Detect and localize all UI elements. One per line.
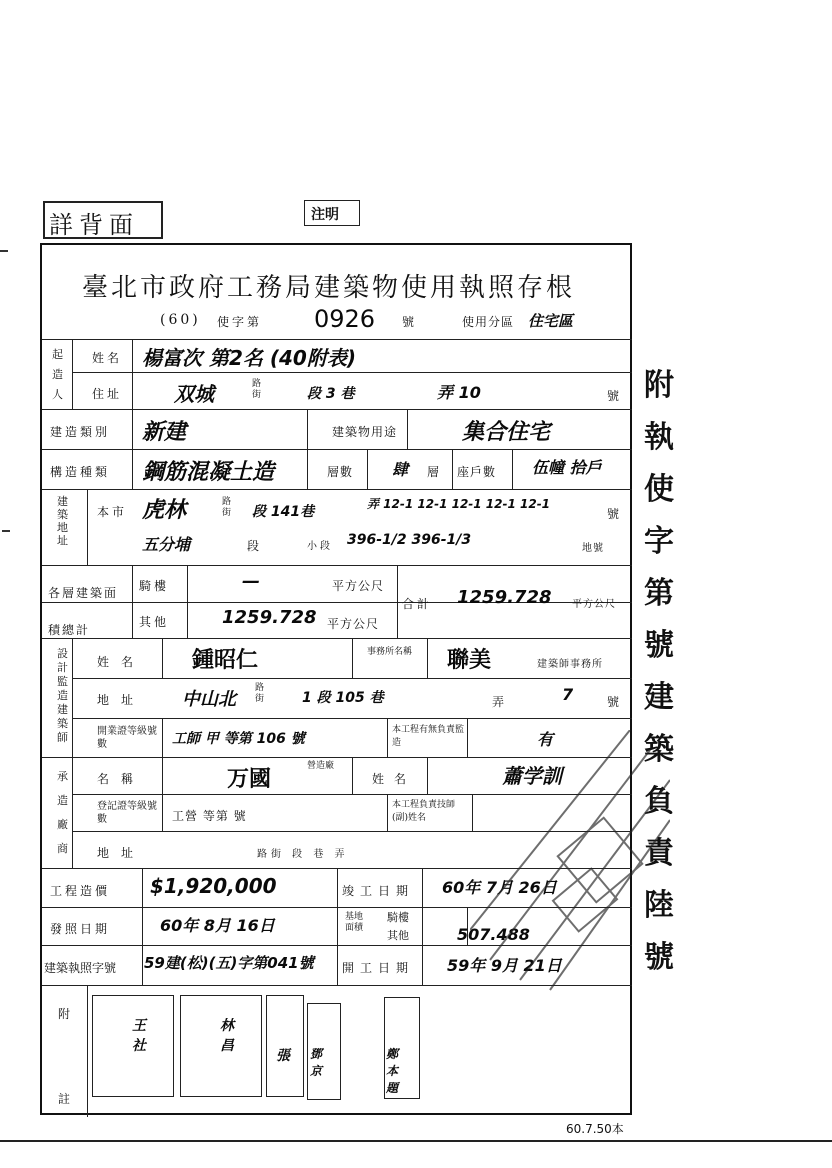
permit-suffix: 號 <box>402 315 418 329</box>
other-label: 其他 <box>139 615 170 629</box>
arcade-value: — <box>242 571 260 592</box>
rule <box>87 985 88 1117</box>
rule <box>387 794 388 831</box>
floors-value: 肆 <box>392 460 409 479</box>
rule <box>397 565 398 638</box>
contractor-name-label: 名稱 <box>97 772 146 786</box>
architect-name-value: 鍾昭仁 <box>192 648 259 673</box>
total-unit: 平方公尺 <box>572 599 616 610</box>
site-nos-suffix: 號 <box>607 507 623 521</box>
total-label: 合計 <box>402 597 433 611</box>
back-side-box <box>43 201 163 239</box>
rule <box>422 868 423 985</box>
architect-address-label: 地址 <box>97 693 146 707</box>
permit-year: (60) <box>160 312 201 328</box>
margin-mark <box>0 250 8 252</box>
rule <box>42 449 632 450</box>
other-unit: 平方公尺 <box>327 617 380 631</box>
architect-no-suffix: 號 <box>607 695 623 709</box>
site-area-label: 基地面積 <box>345 912 364 933</box>
applicant-name-label: 姓名 <box>92 351 123 365</box>
site-lots-suffix: 地號 <box>582 543 604 554</box>
architect-alley: 弄 <box>492 695 508 709</box>
structure-label: 構造種類 <box>50 465 111 479</box>
architect-address-section: 1 段 105 巷 <box>302 690 384 706</box>
architect-address-road: 中山北 <box>182 689 236 710</box>
rule <box>87 489 88 565</box>
rule <box>427 757 428 794</box>
back-side-label: 詳背面 <box>49 211 139 239</box>
rule <box>162 718 163 758</box>
units-label: 座戶數 <box>457 465 497 479</box>
arcade-unit: 平方公尺 <box>332 579 385 593</box>
rule <box>407 409 408 449</box>
zone-value: 住宅區 <box>528 312 574 330</box>
rule <box>162 638 163 678</box>
issue-value: 60年 8月 16日 <box>160 916 275 935</box>
supervise-label: 本工程有無負責監造 <box>392 725 465 748</box>
tech-label: 本工程負責技師(副)姓名 <box>392 800 456 823</box>
rule <box>180 995 181 1095</box>
applicant-address-label: 住址 <box>92 387 123 401</box>
form-title: 臺北市政府工務局建築物使用執照存根 <box>82 273 576 303</box>
start-value: 59年 9月 21日 <box>447 956 562 975</box>
top-stamp <box>304 200 360 226</box>
site-section-label: 建築地址 <box>57 495 68 547</box>
contractor-name-value: 万國 <box>227 767 272 792</box>
license-label: 建築執照字號 <box>44 961 117 975</box>
rule <box>162 794 163 831</box>
floors-label: 層數 <box>327 465 354 479</box>
contractor-reg-value: 工營 等第 號 <box>172 809 247 823</box>
architect-reg-label: 開業證等級號數 <box>97 726 157 750</box>
site-district-value: 五分埔 <box>142 535 191 554</box>
applicant-address-section: 段 3 巷 <box>307 386 355 402</box>
contractor-name-suffix: 營造廠 <box>307 761 335 771</box>
margin-mark <box>0 1140 832 1142</box>
right-edge-text: 附 執 使 字 第 號 建 築 負 責 陸 號 <box>644 368 674 975</box>
zone-label: 使用分區 <box>462 315 515 329</box>
architect-no: 7 <box>562 685 574 704</box>
site-nos-value: 弄 12-1 12-1 12-1 12-1 12-1 <box>367 497 551 511</box>
license-value: 59建(松)(五)字第041號 <box>144 954 314 972</box>
rule <box>162 757 163 794</box>
applicant-section-label: 起造人 <box>52 348 63 401</box>
rule <box>187 565 188 638</box>
stamp-name-2: 林昌 <box>220 1018 234 1054</box>
rule <box>132 339 133 409</box>
category-label: 建造類別 <box>50 425 111 439</box>
total-value: 1259.728 <box>457 587 552 608</box>
floors-unit: 層 <box>427 465 443 479</box>
margin-mark <box>2 530 10 532</box>
use-label: 建築物用途 <box>332 425 398 439</box>
contractor-reg-label: 登記證等級號數 <box>97 801 157 825</box>
rule <box>367 449 368 489</box>
rule <box>72 372 632 373</box>
office-label: 事務所名稱 <box>367 647 413 657</box>
stamp-name-1: 王社 <box>132 1018 146 1054</box>
rule <box>452 449 453 489</box>
print-code: 60.7.50本 <box>566 1122 624 1136</box>
contractor-address-value: 路街 段 巷 弄 <box>257 849 349 860</box>
rule <box>352 757 353 794</box>
site-arcade-label: 騎樓 <box>387 911 409 924</box>
permit-prefix: 使字第 <box>217 315 263 329</box>
attach-label: 附 <box>58 1007 74 1021</box>
rule <box>42 409 632 410</box>
office-value: 聯美 <box>447 648 492 673</box>
use-value: 集合住宅 <box>462 420 551 445</box>
notes-label: 註 <box>58 1092 74 1106</box>
start-label: 開工日期 <box>342 961 415 975</box>
structure-value: 鋼筋混凝土造 <box>142 460 275 485</box>
applicant-road-suffix: 路街 <box>252 379 262 400</box>
rule <box>352 638 353 678</box>
rule <box>512 449 513 489</box>
supervise-value: 有 <box>537 730 554 749</box>
site-road-suffix: 路街 <box>222 497 232 518</box>
architect-reg-value: 工師 甲 等第 106 號 <box>172 731 305 747</box>
rule <box>72 718 632 719</box>
applicant-address-alley: 弄 10 <box>437 383 481 402</box>
architect-road-suffix: 路街 <box>255 683 265 704</box>
stamp-name-3: 張 <box>276 1048 290 1064</box>
top-stamp-text: 注明 <box>311 207 339 223</box>
architect-section-label: 設計監造建築師 <box>57 647 68 744</box>
rule <box>72 339 73 409</box>
site-area-value: 507.488 <box>457 925 530 944</box>
rule <box>42 638 632 639</box>
completion-label: 竣工日期 <box>342 884 415 898</box>
site-section-value: 段 141巷 <box>252 504 315 520</box>
site-other-label: 其他 <box>387 929 409 942</box>
applicant-name-value: 楊富次 第2名 (40附表) <box>142 346 356 370</box>
rule <box>42 339 632 340</box>
area-section-label: 各層建築面積總計 <box>48 586 119 637</box>
arcade-label: 騎樓 <box>139 579 170 593</box>
applicant-no-label: 號 <box>607 389 623 403</box>
rule <box>132 565 133 638</box>
site-lots-value: 396-1/2 396-1/3 <box>347 532 472 548</box>
site-lots-label: 小段 <box>307 541 333 552</box>
rule <box>427 638 428 678</box>
contractor-address-label: 地址 <box>97 846 146 860</box>
rule <box>337 868 338 985</box>
other-value: 1259.728 <box>222 607 317 628</box>
rule <box>142 868 143 985</box>
diagonal-stamp-artifact <box>470 730 670 1050</box>
owner-label: 姓名 <box>372 772 417 786</box>
rule <box>132 409 133 489</box>
rule <box>42 489 632 490</box>
completion-value: 60年 7月 26日 <box>442 878 557 897</box>
stamp-name-4: 鄧京 <box>310 1047 323 1078</box>
category-value: 新建 <box>142 420 187 445</box>
rule <box>72 638 73 868</box>
site-city-label: 本市 <box>97 505 128 519</box>
rule <box>72 678 632 679</box>
rule <box>307 409 308 489</box>
applicant-address-road: 双城 <box>174 382 214 406</box>
owner-value: 蕭学訓 <box>502 764 562 788</box>
units-value: 伍幢 拾戶 <box>532 458 602 477</box>
issue-label: 發照日期 <box>50 922 111 936</box>
office-suffix: 建築師事務所 <box>537 659 603 670</box>
permit-number: 0926 <box>314 305 376 333</box>
rule <box>42 565 632 566</box>
cost-label: 工程造價 <box>50 884 111 898</box>
contractor-section-label: 承造廠商 <box>57 770 68 855</box>
rule <box>387 718 388 758</box>
architect-name-label: 姓名 <box>97 655 146 669</box>
site-road-value: 虎林 <box>142 498 187 523</box>
stamp-name-5: 鄭本題 <box>386 1047 399 1095</box>
cost-value: $1,920,000 <box>150 874 277 898</box>
rule <box>467 718 468 758</box>
site-district-suffix: 段 <box>247 539 263 553</box>
